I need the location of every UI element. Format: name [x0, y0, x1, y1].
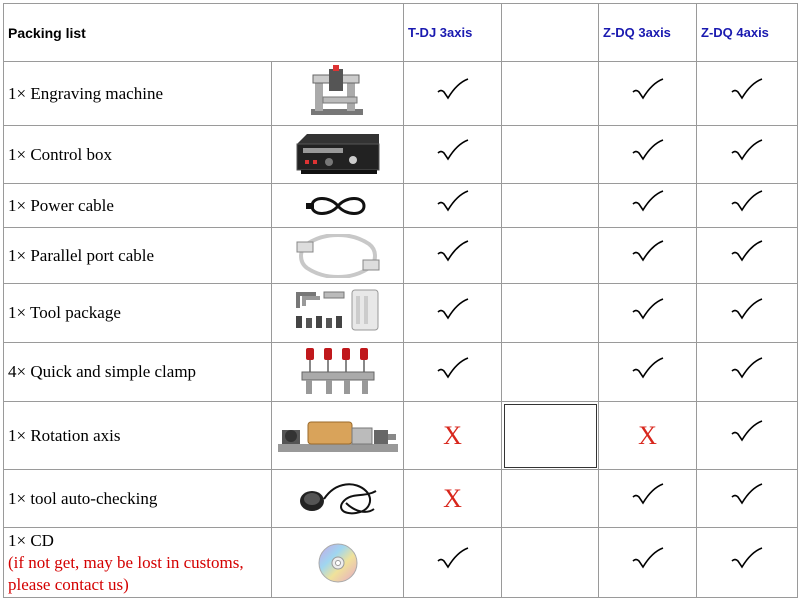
- item-label: 4× Quick and simple clamp: [4, 343, 272, 402]
- check-icon: [436, 190, 470, 216]
- tdj3-cell: [404, 528, 502, 598]
- tdj3-cell: [404, 62, 502, 126]
- check-icon: [631, 240, 665, 266]
- zdq4-cell: [697, 228, 798, 284]
- blank-cell: [502, 228, 599, 284]
- table-row: [4, 343, 798, 402]
- tdj3-cell: [404, 470, 502, 528]
- zdq4-cell: [697, 343, 798, 402]
- tdj3-cell: [404, 343, 502, 402]
- blank-cell: [502, 62, 599, 126]
- item-label: 1× tool auto-checking: [4, 470, 272, 528]
- blank-cell: [502, 184, 599, 228]
- check-icon: [631, 547, 665, 573]
- table-row: [4, 126, 798, 184]
- clamp-image: [272, 343, 404, 402]
- control-box-image: [272, 126, 404, 184]
- check-icon: [631, 357, 665, 383]
- check-icon: [436, 547, 470, 573]
- tdj3-cell: [404, 284, 502, 343]
- zdq3-cell: [599, 528, 697, 598]
- col-header-tdj-3axis: T-DJ 3axis: [404, 4, 502, 62]
- table-row: [4, 528, 798, 598]
- check-icon: [631, 298, 665, 324]
- item-label: 1× Control box: [4, 126, 272, 184]
- item-label: 1× Engraving machine: [4, 62, 272, 126]
- check-icon: [436, 240, 470, 266]
- zdq4-cell: [697, 62, 798, 126]
- blank-cell: [502, 528, 599, 598]
- check-icon: [631, 190, 665, 216]
- blank-cell: [502, 343, 599, 402]
- check-icon: [730, 420, 764, 446]
- item-label: 1× Power cable: [4, 184, 272, 228]
- parallel-port-cable-image: [272, 228, 404, 284]
- table-row: [4, 184, 798, 228]
- table-row: [4, 228, 798, 284]
- zdq3-cell: [599, 284, 697, 343]
- check-icon: [730, 298, 764, 324]
- item-label: 1× CD: [8, 531, 54, 550]
- check-icon: [730, 240, 764, 266]
- blank-cell: [502, 470, 599, 528]
- zdq4-cell: [697, 184, 798, 228]
- engraving-machine-image: [272, 62, 404, 126]
- selected-blank-cell[interactable]: [502, 402, 599, 470]
- zdq4-cell: [697, 528, 798, 598]
- zdq3-cell: [599, 343, 697, 402]
- zdq3-cell: [599, 126, 697, 184]
- check-icon: [436, 139, 470, 165]
- item-label: 1× Rotation axis: [4, 402, 272, 470]
- zdq3-cell: [599, 402, 697, 470]
- zdq4-cell: [697, 126, 798, 184]
- tdj3-cell: [404, 402, 502, 470]
- check-icon: [730, 78, 764, 104]
- power-cable-image: [272, 184, 404, 228]
- zdq4-cell: [697, 402, 798, 470]
- table-row: [4, 470, 798, 528]
- zdq4-cell: [697, 470, 798, 528]
- blank-cell: [502, 284, 599, 343]
- check-icon: [436, 78, 470, 104]
- zdq3-cell: [599, 184, 697, 228]
- check-icon: [631, 139, 665, 165]
- item-label: 1× Parallel port cable: [4, 228, 272, 284]
- zdq4-cell: [697, 284, 798, 343]
- item-label-cd: [4, 528, 272, 598]
- tdj3-cell: [404, 228, 502, 284]
- cd-image: [272, 528, 404, 598]
- check-icon: [730, 483, 764, 509]
- tdj3-cell: [404, 126, 502, 184]
- check-icon: [730, 357, 764, 383]
- col-header-blank: [502, 4, 599, 62]
- tool-auto-checking-image: [272, 470, 404, 528]
- header-row: [4, 4, 798, 62]
- tdj3-cell: [404, 184, 502, 228]
- check-icon: [631, 78, 665, 104]
- col-header-zdq-3axis: Z-DQ 3axis: [599, 4, 697, 62]
- col-header-zdq-4axis: Z-DQ 4axis: [697, 4, 798, 62]
- cross-mark: X: [443, 483, 462, 513]
- table-row: [4, 62, 798, 126]
- customs-note: (if not get, may be lost in customs, please contact us): [8, 553, 244, 594]
- packing-list-table: [3, 3, 798, 598]
- check-icon: [631, 483, 665, 509]
- table-row: [4, 284, 798, 343]
- tool-package-image: [272, 284, 404, 343]
- check-icon: [436, 298, 470, 324]
- table-row: [4, 402, 798, 470]
- zdq3-cell: [599, 228, 697, 284]
- check-icon: [730, 139, 764, 165]
- cross-mark: X: [443, 420, 462, 450]
- zdq3-cell: [599, 470, 697, 528]
- check-icon: [730, 190, 764, 216]
- blank-cell: [502, 126, 599, 184]
- check-icon: [730, 547, 764, 573]
- item-label: 1× Tool package: [4, 284, 272, 343]
- cross-mark: X: [638, 420, 657, 450]
- check-icon: [436, 357, 470, 383]
- zdq3-cell: [599, 62, 697, 126]
- rotation-axis-image: [272, 402, 404, 470]
- packing-list-title: Packing list: [4, 4, 404, 62]
